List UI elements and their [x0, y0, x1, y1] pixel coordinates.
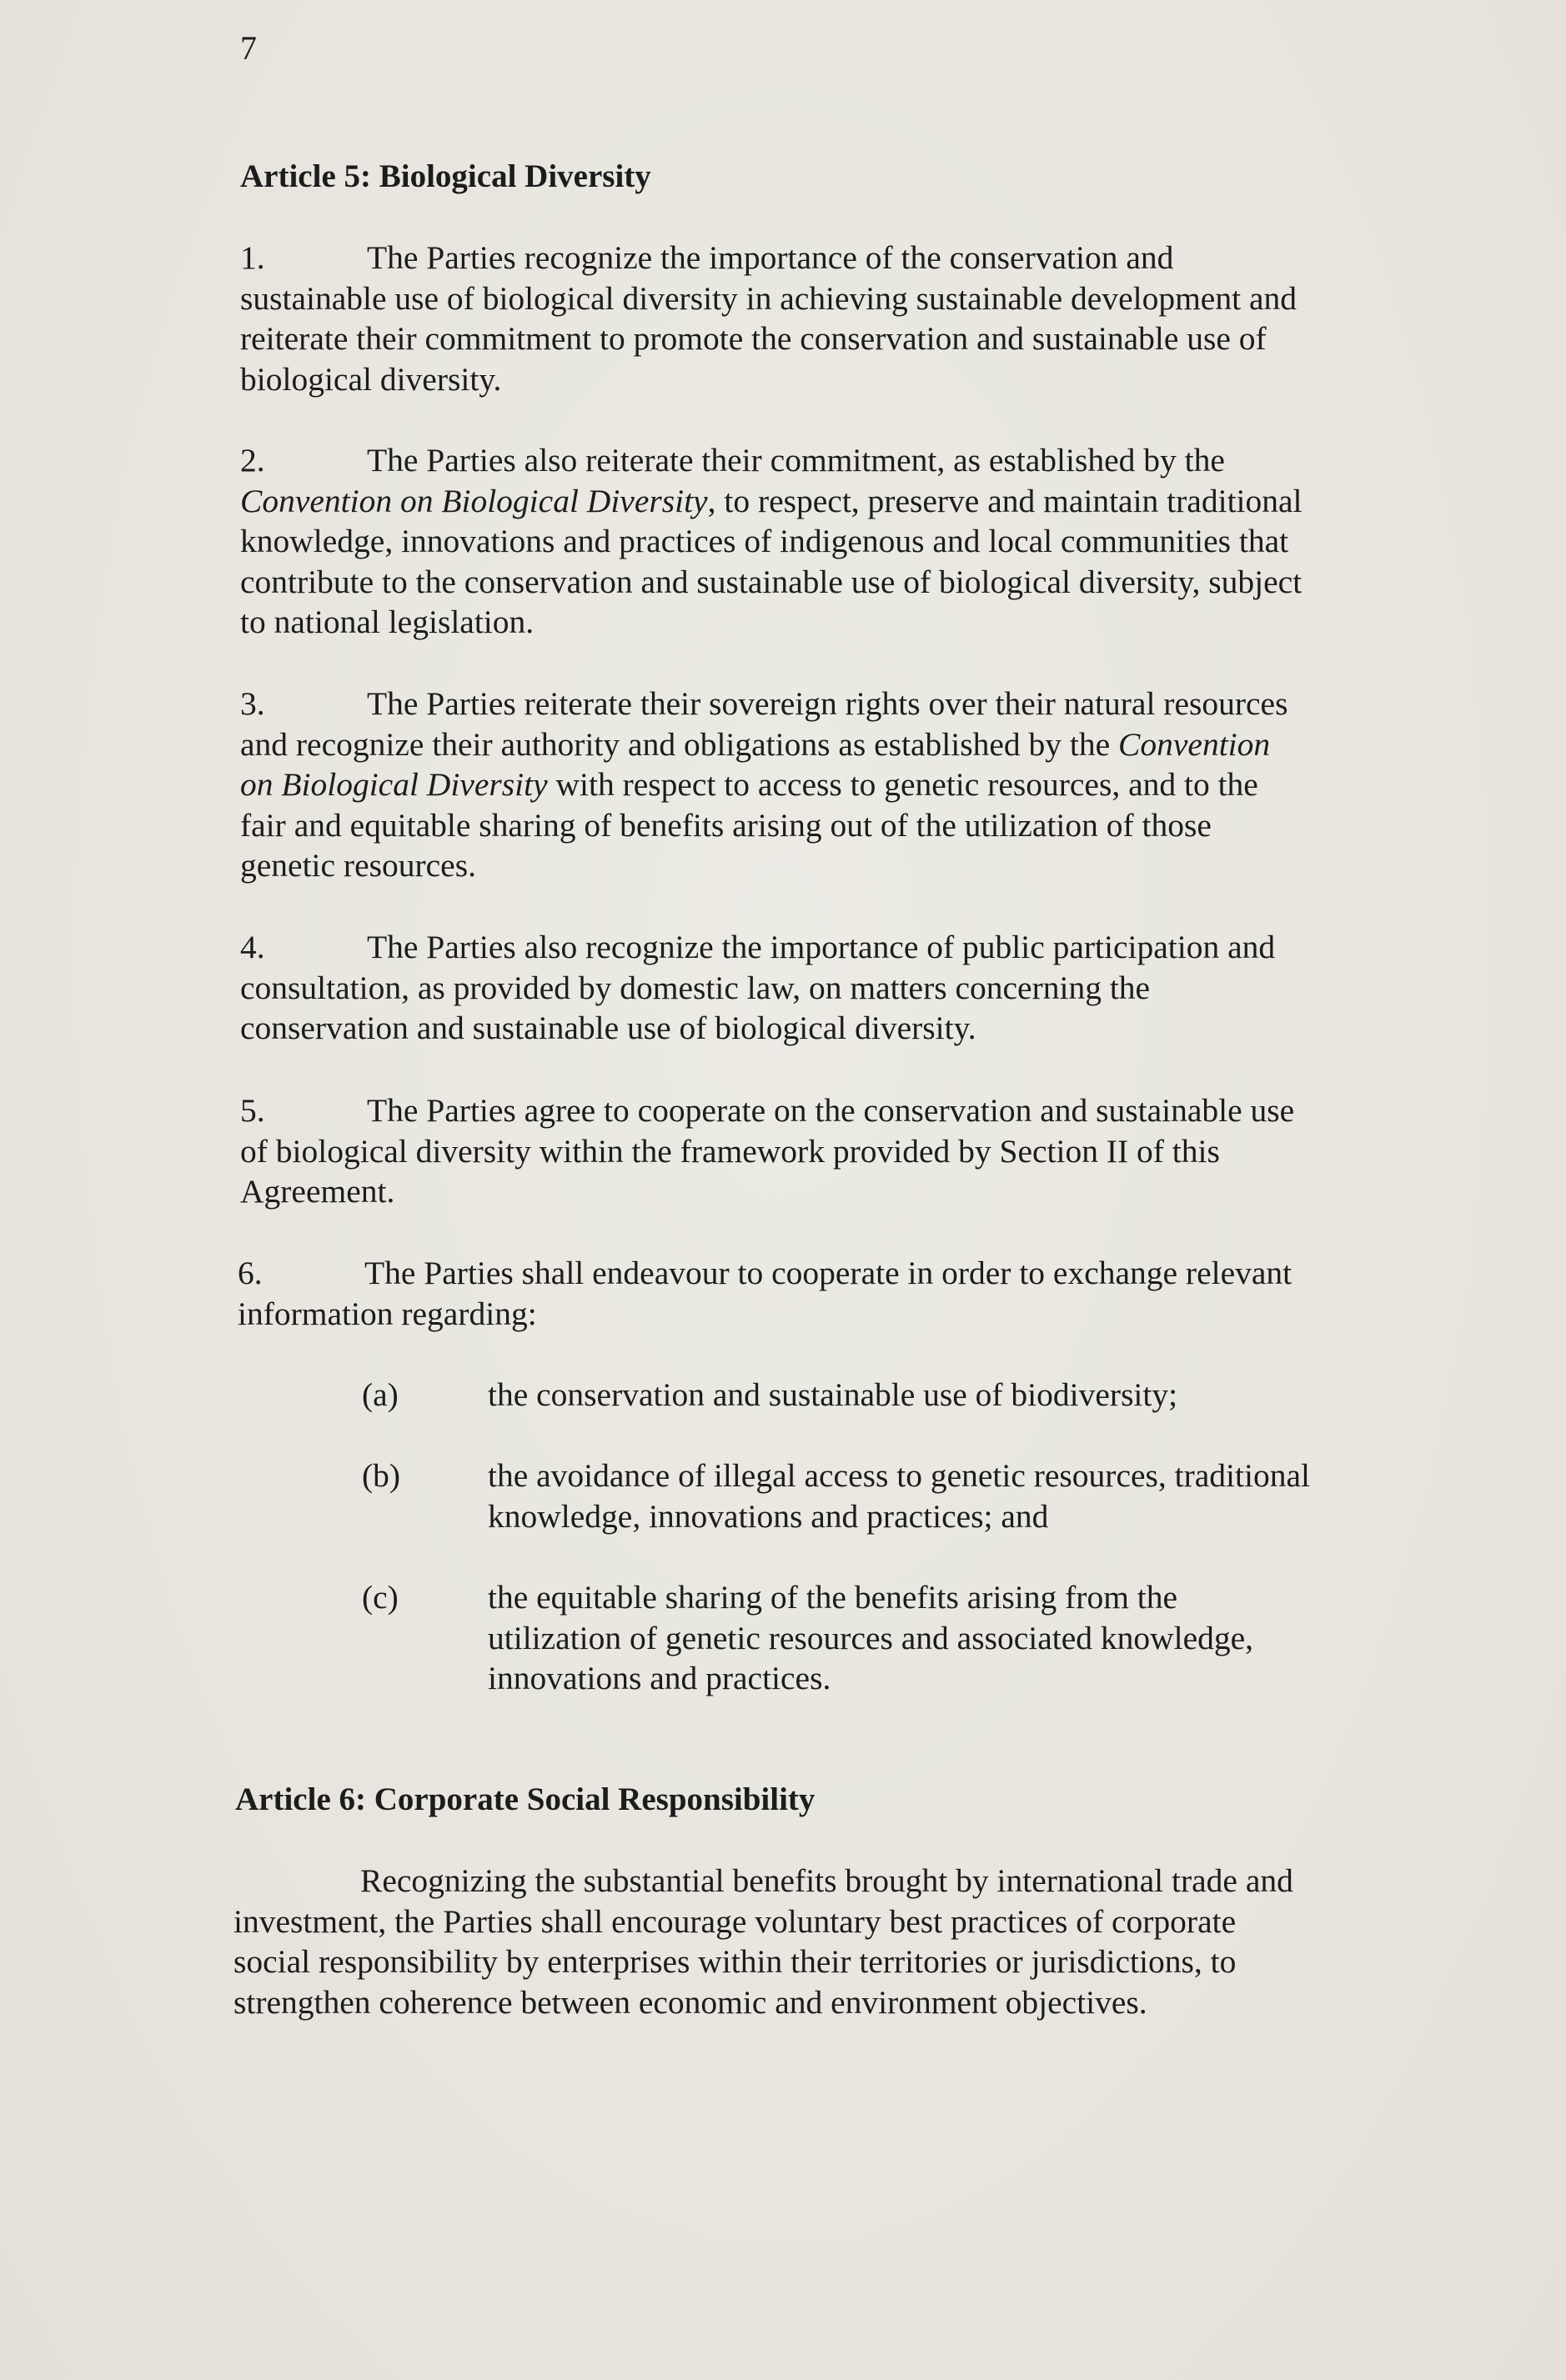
page-number: 7	[240, 29, 257, 67]
article-6-heading: Article 6: Corporate Social Responsibility	[235, 1781, 816, 1817]
paragraph-number: 4.	[240, 929, 265, 965]
paragraph-text-line: social responsibility by enterprises within their territories or jurisdictions, to	[233, 1943, 1237, 1980]
paragraph-text-line: investment, the Parties shall encourage voluntary best practices of corporate	[233, 1902, 1237, 1940]
sub-item-text-line: utilization of genetic resources and associated knowledge,	[488, 1619, 1254, 1656]
sub-item-text	[488, 1456, 1310, 1536]
article-5-paragraph-4	[240, 927, 1275, 1049]
paragraph-text-line: strengthen coherence between economic and environment objectives.	[233, 1983, 1147, 2021]
sub-item-label: (b)	[362, 1457, 401, 1494]
convention-title: Convention	[1118, 725, 1271, 763]
paragraph-text-line: of biological diversity within the framework provided by Section II of this	[240, 1132, 1220, 1170]
paragraph-number: 1.	[240, 239, 265, 276]
paragraph-text-fragment: , to respect, preserve and maintain traditional	[707, 482, 1302, 519]
article-5-paragraph-3	[240, 684, 1287, 886]
paragraph-text-line: contribute to the conservation and sustainable use of biological diversity, subject	[240, 563, 1302, 600]
convention-title: on Biological Diversity	[240, 766, 548, 803]
convention-title: Convention on Biological Diversity	[240, 482, 708, 519]
sub-item-text	[488, 1375, 1177, 1415]
paragraph-text-line: genetic resources.	[240, 847, 476, 884]
sub-item-text-line: the equitable sharing of the benefits arising from the	[488, 1579, 1178, 1616]
sub-item-label: (c)	[362, 1579, 399, 1616]
sub-item-text	[488, 1577, 1253, 1699]
article-5-paragraph-6	[238, 1253, 1292, 1334]
paragraph-text-line: Agreement.	[240, 1173, 395, 1210]
paragraph-number: 2.	[240, 442, 265, 479]
sub-item-text-line: the conservation and sustainable use of biodiversity;	[488, 1376, 1178, 1413]
paragraph-text-line: The Parties recognize the importance of the conservation and	[367, 239, 1174, 276]
sub-item-text-line: the avoidance of illegal access to genetic resources, traditional	[488, 1457, 1310, 1494]
paragraph-text-line: The Parties reiterate their sovereign rights over their natural resources	[367, 685, 1288, 722]
paragraph-text-line: sustainable use of biological diversity in achieving sustainable development and	[240, 279, 1297, 317]
article-6-paragraph	[233, 1861, 1293, 2022]
paragraph-text-line: The Parties shall endeavour to cooperate in order to exchange relevant	[364, 1255, 1292, 1291]
paragraph-text-line: consultation, as provided by domestic law, on matters concerning the	[240, 969, 1151, 1006]
article-5-heading: Article 5: Biological Diversity	[240, 158, 651, 194]
paragraph-text-fragment: with respect to access to genetic resources, and to the	[547, 766, 1258, 803]
sub-item-text-line: knowledge, innovations and practices; and	[488, 1497, 1049, 1535]
paragraph-text-line: reiterate their commitment to promote the conservation and sustainable use of	[240, 320, 1267, 357]
paragraph-text-line: to national legislation.	[240, 604, 535, 640]
paragraph-number: 6.	[238, 1255, 263, 1291]
paragraph-number: 3.	[240, 685, 265, 722]
paragraph-text-line: The Parties also recognize the importance of public participation and	[367, 929, 1276, 965]
paragraph-text-line: knowledge, innovations and practices of indigenous and local communities that	[240, 523, 1289, 559]
sub-item-text-line: innovations and practices.	[488, 1660, 831, 1696]
article-5-paragraph-5	[240, 1090, 1294, 1212]
paragraph-number: 5.	[240, 1092, 265, 1129]
paragraph-text-line: information regarding:	[238, 1295, 537, 1332]
paragraph-text-line: biological diversity.	[240, 360, 502, 398]
paragraph-text-line: The Parties agree to cooperate on the conservation and sustainable use	[367, 1092, 1295, 1129]
sub-item-label: (a)	[362, 1376, 399, 1413]
paragraph-text-fragment: and recognize their authority and obligations as established by the	[240, 725, 1119, 763]
paragraph-text-line: conservation and sustainable use of biological diversity.	[240, 1010, 976, 1046]
article-5-paragraph-1	[240, 238, 1297, 399]
article-5-paragraph-2	[240, 440, 1302, 643]
paragraph-text-line: fair and equitable sharing of benefits arising out of the utilization of those	[240, 806, 1212, 844]
paragraph-text-line: The Parties also reiterate their commitment, as established by the	[367, 442, 1225, 479]
paragraph-text-line: Recognizing the substantial benefits brought by international trade and	[360, 1862, 1293, 1899]
